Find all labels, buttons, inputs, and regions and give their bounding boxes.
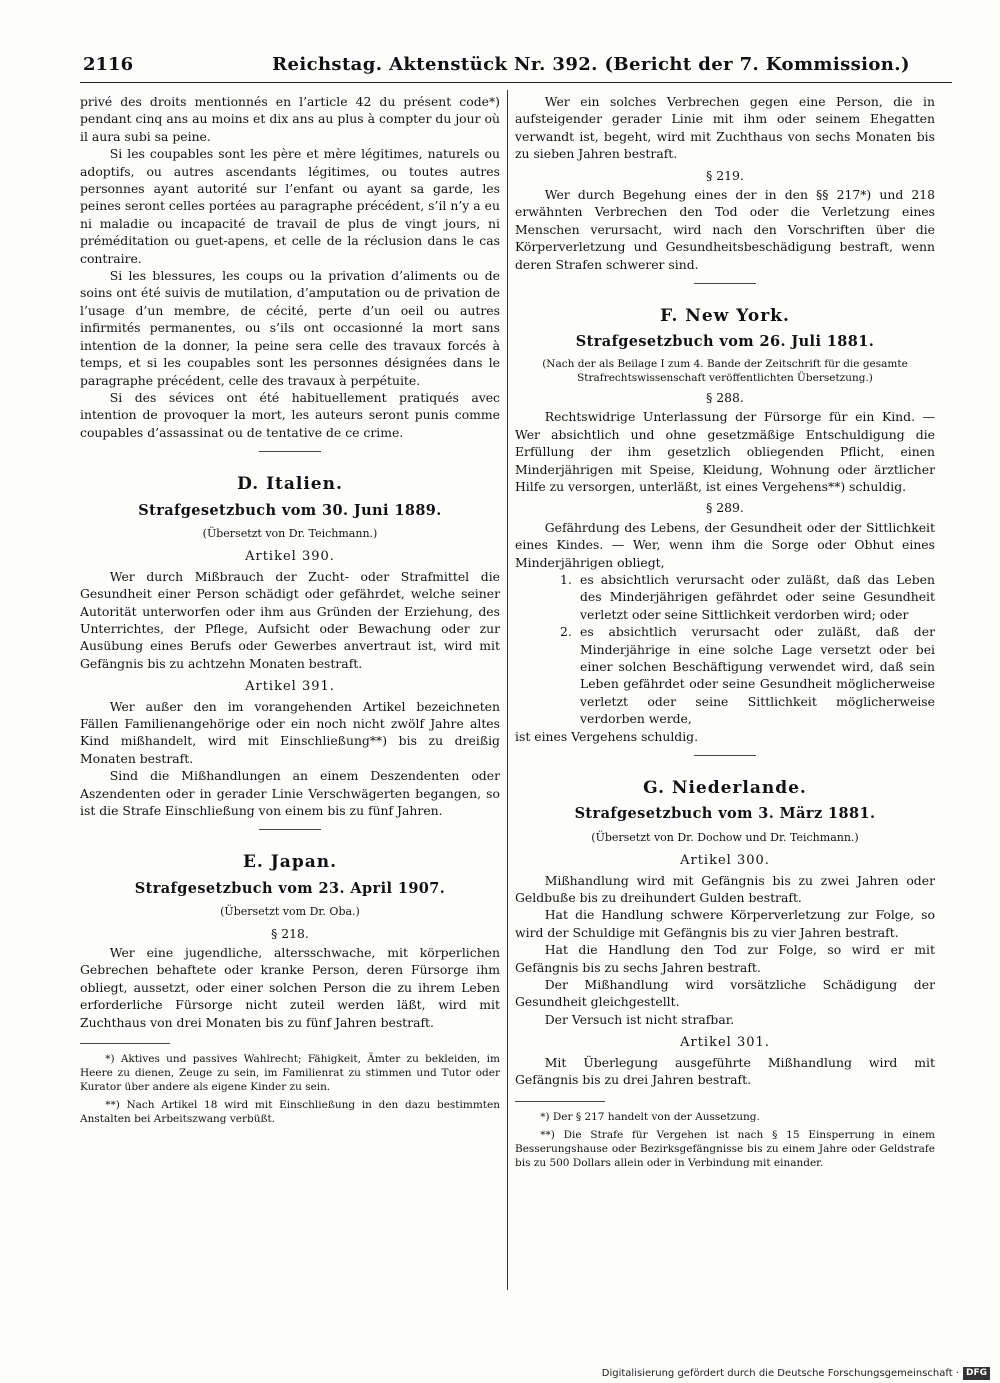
footnote-rule <box>515 1101 605 1102</box>
source-note: (Nach der als Beilage I zum 4. Bande der Zeitschrift für die gesamte Strafrechtswissenschaft veröffentlichten Übersetzung.) <box>542 357 908 384</box>
credit-text: Digitalisierung gefördert durch die Deutsche Forschungsgemeinschaft · <box>601 1368 959 1379</box>
list-item-number: 2. <box>560 624 572 640</box>
header-rule <box>80 82 952 83</box>
footnote: **) Nach Artikel 18 wird mit Einschließung in den dazu bestimmten Anstalten bei Arbeitszwang verbüßt. <box>80 1099 500 1126</box>
article-heading: Artikel 391. <box>245 679 335 695</box>
translator-note: (Übersetzt von Dr. Teichmann.) <box>202 526 378 540</box>
page-number: 2116 <box>83 54 134 75</box>
running-title: Reichstag. Aktenstück Nr. 392. (Bericht der 7. Kommission.) <box>272 54 910 75</box>
footnote-rule <box>80 1043 170 1044</box>
paragraph: Sind die Mißhandlungen an einem Deszendenten oder Aszendenten oder in gerader Linie Verschwägerten begangen, so ist die Strafe Einschließung von einem bis zu fünf Jahren. <box>80 768 500 819</box>
paragraph-heading: § 289. <box>706 500 744 516</box>
paragraph: Wer außer den im vorangehenden Artikel bezeichneten Fällen Familienangehörige oder ein noch nicht zwölf Jahre altes Kind mißhandelt, wird mit Einschließung**) bis zu dreißig Monaten bestraft. <box>80 698 500 766</box>
section-title-newyork: F. New York. <box>660 306 790 327</box>
column-divider <box>507 90 508 1290</box>
paragraph: Wer ein solches Verbrechen gegen eine Person, die in aufsteigender gerader Linie mit ihm oder seinem Ehegatten verwandt ist, begeht, wird mit Zuchthaus von sechs Monaten bis zu sieben Jahren bestraft. <box>515 94 935 162</box>
paragraph: ist eines Vergehens schuldig. <box>515 728 699 744</box>
translator-note: (Übersetzt vom Dr. Oba.) <box>220 905 360 919</box>
law-title: Strafgesetzbuch vom 3. März 1881. <box>574 805 876 823</box>
list-item-number: 1. <box>560 571 572 587</box>
translator-note: (Übersetzt von Dr. Dochow und Dr. Teichmann.) <box>591 830 859 844</box>
paragraph: Der Mißhandlung wird vorsätzliche Schädigung der Gesundheit gleichgestellt. <box>515 977 935 1010</box>
paragraph: Der Versuch ist nicht strafbar. <box>544 1011 735 1027</box>
paragraph: Si les coupables sont les père et mère légitimes, naturels ou adoptifs, ou autres ascendants légitimes, ou toutes autres personnes ayant autorité sur l’enfant ou ayant sa garde, les peines seront celles portées au paragraphe précédent, s’il n’y a eu ni maladie ou incapacité de travail de plus de vingt jours, ni préméditation ou guet-apens, et celle de la réclusion dans le cas contraire. <box>80 146 500 266</box>
law-title: Strafgesetzbuch vom 26. Juli 1881. <box>575 333 875 351</box>
paragraph: privé des droits mentionnés en l’article 42 du présent code*) pendant cinq ans au moins et dix ans au plus à compter du jour où il aura subi sa peine. <box>80 94 500 144</box>
paragraph-heading: § 219. <box>706 167 744 183</box>
section-title-japan: E. Japan. <box>242 852 338 873</box>
section-title-netherlands: G. Niederlande. <box>643 778 807 798</box>
dfg-logo-icon: DFG <box>963 1367 990 1380</box>
section-separator <box>259 829 321 830</box>
law-title: Strafgesetzbuch vom 23. April 1907. <box>134 879 446 897</box>
footnote: **) Die Strafe für Vergehen ist nach § 15 Einsperrung in einem Besserungshause oder Bezirksgefängnisse bis zu einem Jahre oder Geldstrafe bis zu 500 Dollars allein oder in Verbindung mit einander. <box>515 1128 935 1169</box>
paragraph: Wer durch Mißbrauch der Zucht- oder Strafmittel die Gesundheit einer Person schädigt oder gefährdet, welche seiner Autorität unterworfen oder ihm aus Gründen der Erziehung, des Unterrichtes, der Pflege, Aufsicht oder Bewachung oder zur Ausübung eines Berufs oder Gewerbes anvertraut ist, wird mit Gefängnis bis zu achtzehn Monaten bestraft. <box>80 568 500 671</box>
article-heading: Artikel 301. <box>680 1035 770 1051</box>
list-item-text: es absichtlich verursacht oder zuläßt, daß der Minderjährige in eine solche Lage versetzt oder bei einer solchen Beschäftigung verwendet wird, daß sein Leben gefährdet oder seine Gesundheit möglicherweise verletzt oder seine Sittlichkeit möglicherweise verdorben werde, <box>580 624 935 727</box>
paragraph: Hat die Handlung schwere Körperverletzung zur Folge, so wird der Schuldige mit Gefängnis bis zu vier Jahren bestraft. <box>515 907 935 940</box>
section-title-italy: D. Italien. <box>237 474 343 495</box>
list-item <box>560 623 935 727</box>
list-item-text: es absichtlich verursacht oder zuläßt, daß das Leben des Minderjährigen gefährdet oder seine Gesundheit verletzt oder seine Sittlichkeit verdorben wird; oder <box>580 571 935 622</box>
section-separator <box>259 451 321 452</box>
paragraph-heading: § 288. <box>706 389 744 405</box>
section-separator <box>694 283 756 284</box>
article-heading: Artikel 390. <box>245 549 335 565</box>
paragraph: Rechtswidrige Unterlassung der Fürsorge für ein Kind. — Wer absichtlich und ohne gesetzmäßige Entschuldigung die Erfüllung der ihm gesetzlich obliegenden Pflicht, einen Minderjährigen mit Speise, Kleidung, Wohnung oder ärztlicher Hilfe zu versorgen, unterläßt, ist eines Vergehens**) schuldig. <box>515 409 935 494</box>
paragraph: Gefährdung des Lebens, der Gesundheit oder der Sittlichkeit eines Kindes. — Wer, wenn ihm die Sorge oder Obhut eines Minderjährigen obliegt, <box>515 519 935 570</box>
paragraph-heading: § 218. <box>271 925 309 941</box>
law-title: Strafgesetzbuch vom 30. Juni 1889. <box>138 501 442 519</box>
article-heading: Artikel 300. <box>680 853 770 869</box>
paragraph: Wer durch Begehung eines der in den §§ 217*) und 218 erwähnten Verbrechen den Tod oder die Verletzung eines Menschen verursacht, wird nach den Vorschriften über die Körperverletzung und Gesundheitsbeschädigung bestraft, wenn deren Strafen schwerer sind. <box>515 187 935 272</box>
list-item <box>560 571 935 623</box>
digitization-credit <box>602 1367 990 1380</box>
paragraph: Hat die Handlung den Tod zur Folge, so wird er mit Gefängnis bis zu sechs Jahren bestraft. <box>515 942 935 975</box>
paragraph: Mit Überlegung ausgeführte Mißhandlung wird mit Gefängnis bis zu drei Jahren bestraft. <box>515 1054 935 1088</box>
footnote: *) Aktives und passives Wahlrecht; Fähigkeit, Ämter zu bekleiden, im Heere zu dienen, Zeuge zu sein, im Familienrat zu stimmen und Tutor oder Kurator über andere als eigene Kinder zu sein. <box>80 1053 500 1094</box>
paragraph: Si les blessures, les coups ou la privation d’aliments ou de soins ont été suivis de mutilation, d’amputation ou de privation de l’usage d’un membre, de cécité, perte d’un oeil ou autres infirmités permanentes, ou s’ils ont occasionné la mort sans intention de la donner, la peine sera celle des travaux forcés à temps, et si les coupables sont les personnes désignées dans le paragraphe précédent, celle des travaux à perpétuite. <box>80 268 500 388</box>
section-separator <box>694 755 756 756</box>
paragraph: Mißhandlung wird mit Gefängnis bis zu zwei Jahren oder Geldbuße bis zu dreihundert Gulden bestraft. <box>515 872 935 906</box>
paragraph: Wer eine jugendliche, altersschwache, mit körperlichen Gebrechen behaftete oder kranke Person, deren Fürsorge ihm obliegt, aussetzt, oder einer solchen Person die zu ihrem Leben erforderliche Fürsorge nicht zuteil werden läßt, wird mit Zuchthaus von drei Monaten bis zu fünf Jahren bestraft. <box>80 945 500 1030</box>
page-header <box>80 50 952 84</box>
left-column <box>80 93 500 1278</box>
footnote: *) Der § 217 handelt von der Aussetzung. <box>540 1110 760 1123</box>
paragraph: Si des sévices ont été habituellement pratiqués avec intention de provoquer la mort, les auteurs seront punis comme coupables d’assassinat ou de tentative de ce crime. <box>80 389 500 440</box>
right-column <box>515 93 935 1293</box>
